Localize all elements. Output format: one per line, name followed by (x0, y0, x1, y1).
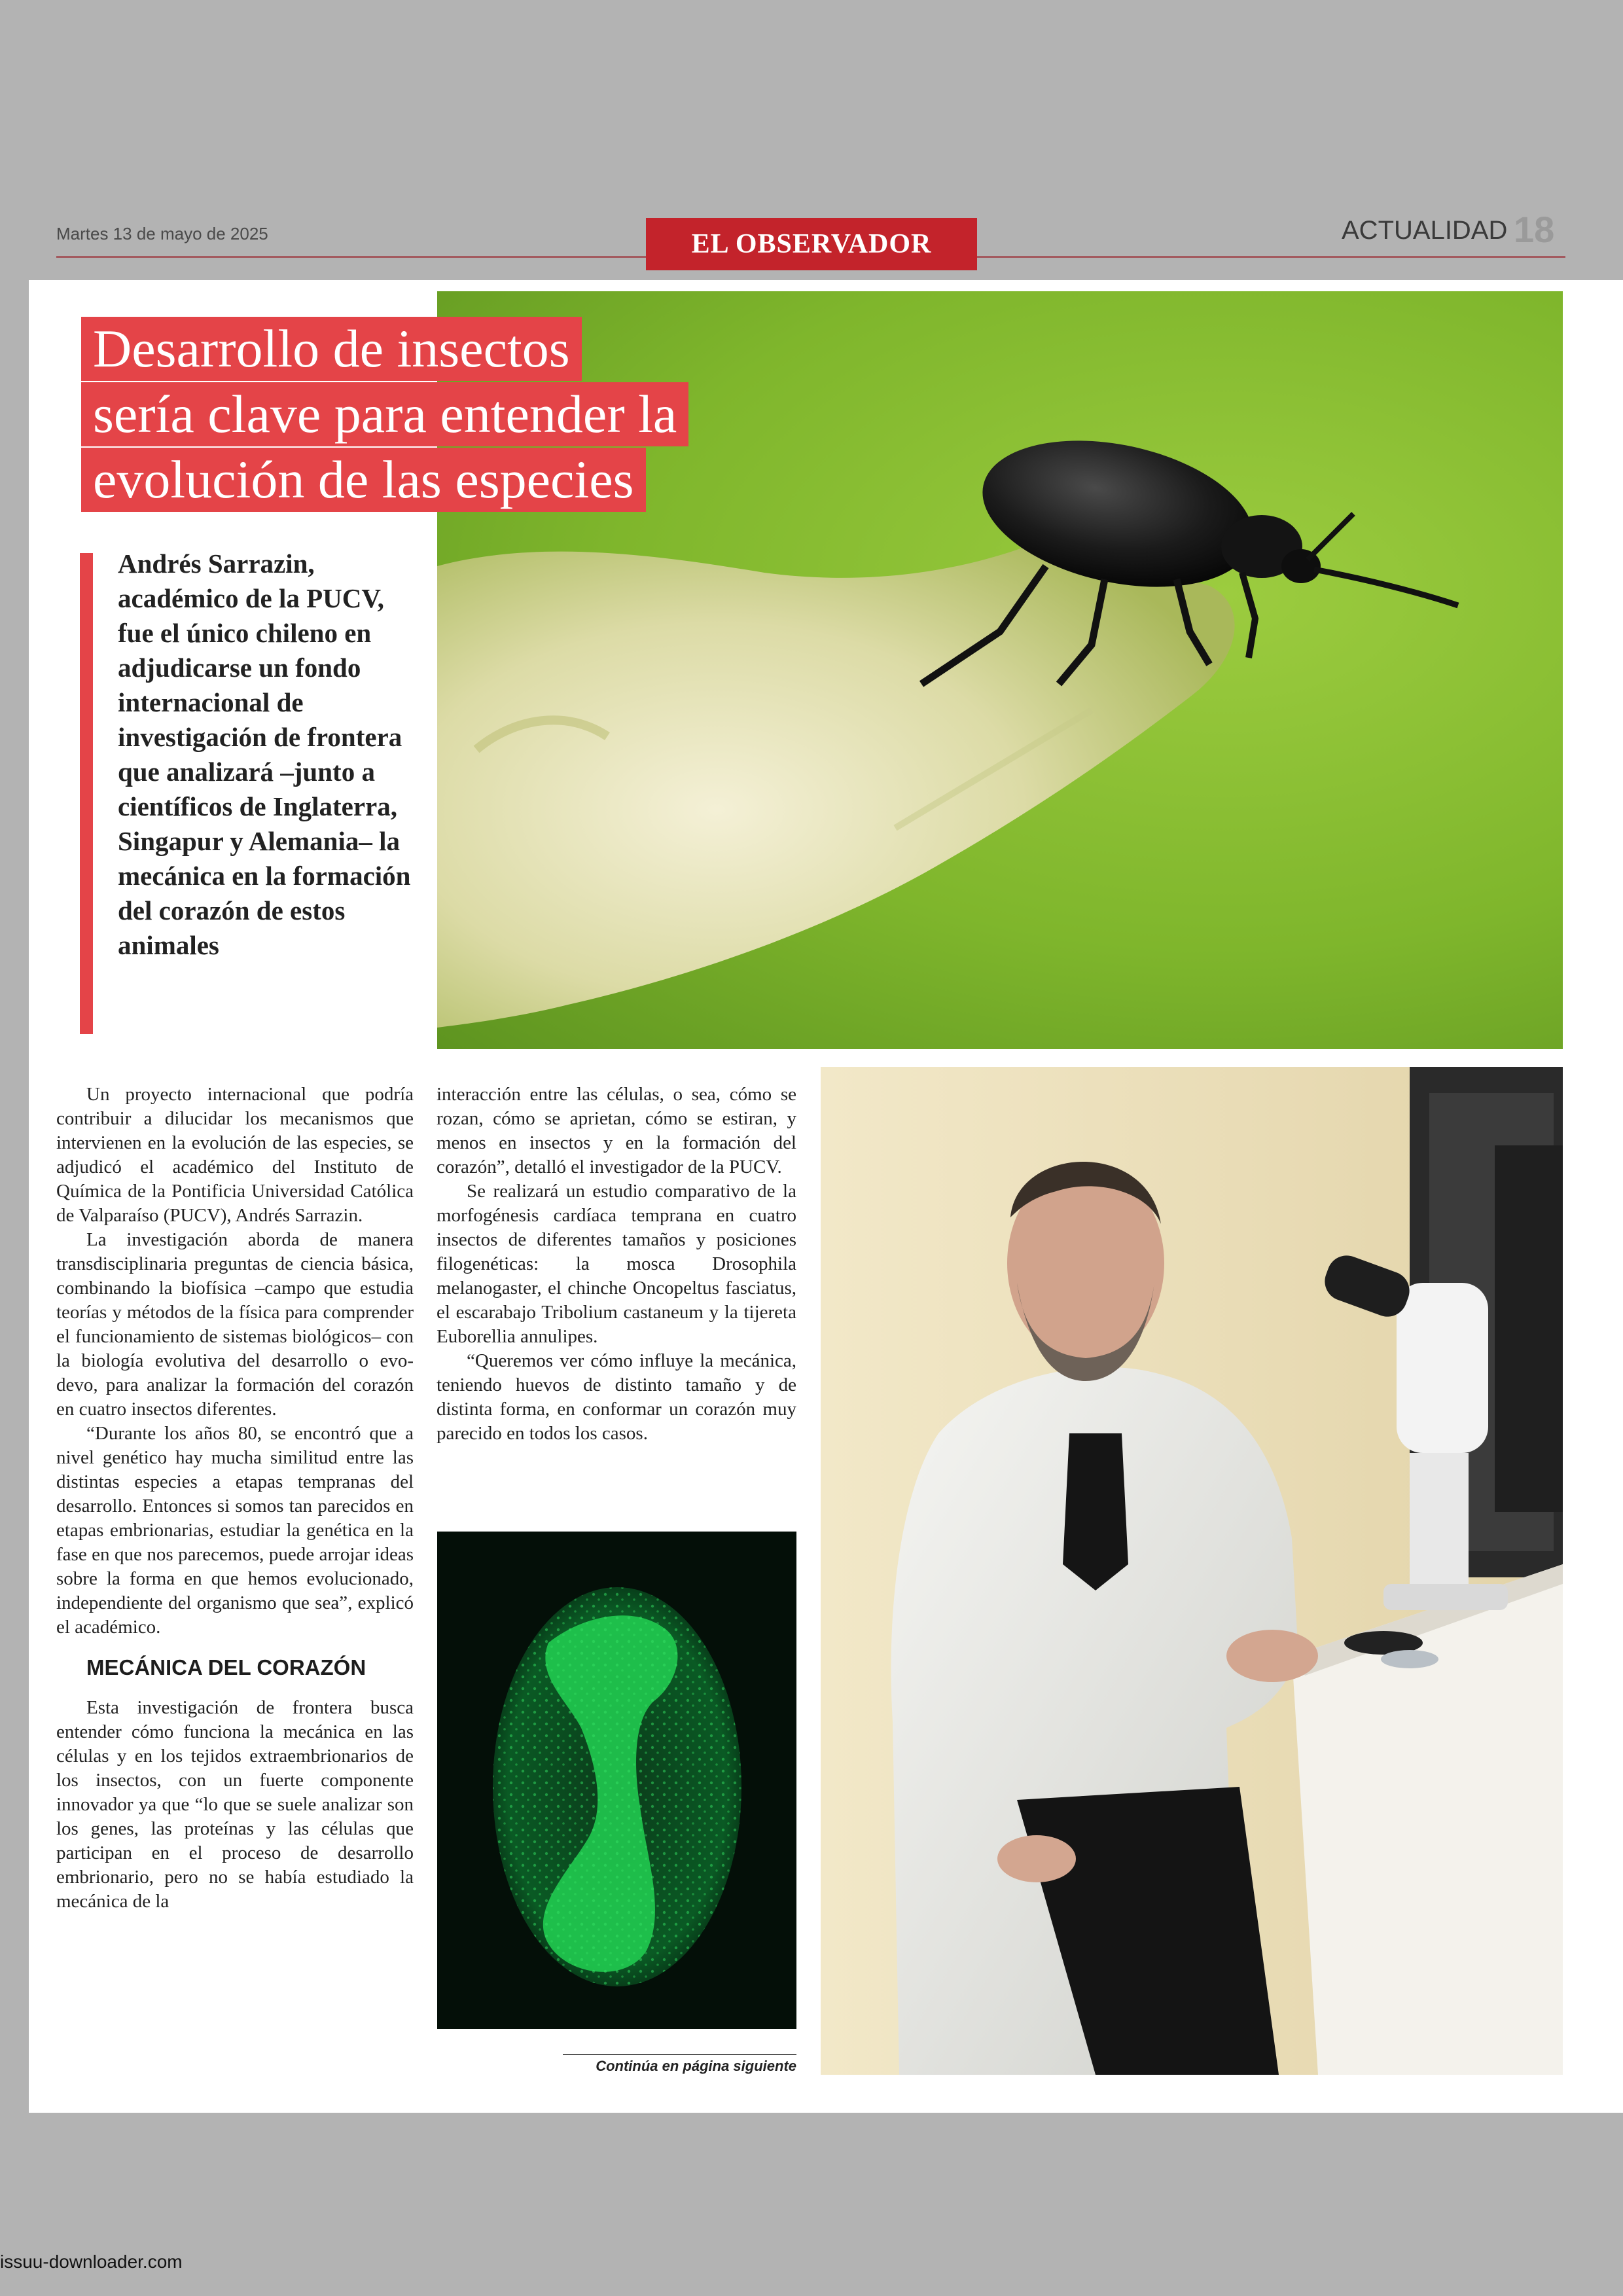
headline-line-1: Desarrollo de insectos (81, 317, 582, 381)
article-deck: Andrés Sarrazin, académico de la PUCV, fue el único chileno en adjudicarse un fondo internacional de investigación de frontera que analizará –junto a científicos de Inglaterra, Singapur y Alemania– la mecánica en la formación del corazón de estos animales (118, 548, 411, 960)
paragraph: interacción entre las células, o sea, cómo se rozan, cómo se aprietan, cómo se estiran, y menos en insectos y en la formación del corazón”, detalló el investigador de la PUCV. (437, 1084, 796, 1177)
headline-line-2: sería clave para entender la (81, 382, 688, 446)
section-subhead: MECÁNICA DEL CORAZÓN (86, 1655, 366, 1679)
page-number: 18 (1514, 209, 1555, 250)
paragraph: “Durante los años 80, se encontró que a nivel genético hay mucha similitud entre las distintas especies a etapas tempranas del desarrollo. Entonces si somos tan parecidos en etapas embrionarias, estudiar la genética en la fase en que nos parecemos, puede arrojar ideas sobre la forma en que hemos evolucionado, independiente del organismo que sea”, explicó el académico. (56, 1423, 414, 1638)
article-column-2 (437, 1083, 796, 1446)
continuation-rule (563, 2054, 796, 2055)
paragraph: “Queremos ver cómo influye la mecánica, teniendo huevos de distinto tamaño y de distinta forma, en conformar un corazón muy parecido en todos los casos. (437, 1350, 796, 1444)
paragraph: Esta investigación de frontera busca entender cómo funciona la mecánica en las células y en los tejidos extraembrionarios de los insectos, con un fuerte componente innovador ya que “lo que se suele analizar son los genes, las proteínas y las células que participan en el proceso de desarrollo embrionario, pero no se había estudiado la mecánica de la (56, 1697, 414, 1912)
headline-line-3: evolución de las especies (81, 448, 646, 512)
paragraph: La investigación aborda de manera transdisciplinaria preguntas de ciencia básica, combinando la biofísica –campo que estudia teorías y métodos de la física para comprender el funcionamiento de sistemas biológicos– con la biología evolutiva del desarrollo o evo-devo, para analizar la formación del corazón en cuatro insectos diferentes. (56, 1229, 414, 1420)
issue-date: Martes 13 de mayo de 2025 (56, 224, 268, 243)
researcher-portrait-photo (821, 1067, 1563, 2075)
newspaper-logo: EL OBSERVADOR (646, 218, 977, 270)
article-column-1 (56, 1083, 414, 1914)
paragraph: Un proyecto internacional que podría contribuir a dilucidar los mecanismos que intervienen en la evolución de las especies, se adjudicó el académico del Instituto de Química de la Pontificia Universidad Católica de Valparaíso (PUCV), Andrés Sarrazin. (56, 1084, 414, 1226)
watermark: issuu-downloader.com (0, 2251, 183, 2272)
section-name: ACTUALIDAD (1342, 216, 1508, 245)
embryo-fluorescence-image (437, 1532, 796, 2029)
deck-accent-bar (80, 553, 93, 1034)
continuation-note: Continúa en página siguiente (596, 2058, 796, 2074)
paragraph: Se realizará un estudio comparativo de la morfogénesis cardíaca temprana en cuatro insectos de diferentes tamaños y posiciones filogenéticas: la mosca Drosophila melanogaster, el chinche Oncopeltus fasciatus, el escarabajo Tribolium castaneum y la tijereta Euborellia annulipes. (437, 1181, 796, 1347)
